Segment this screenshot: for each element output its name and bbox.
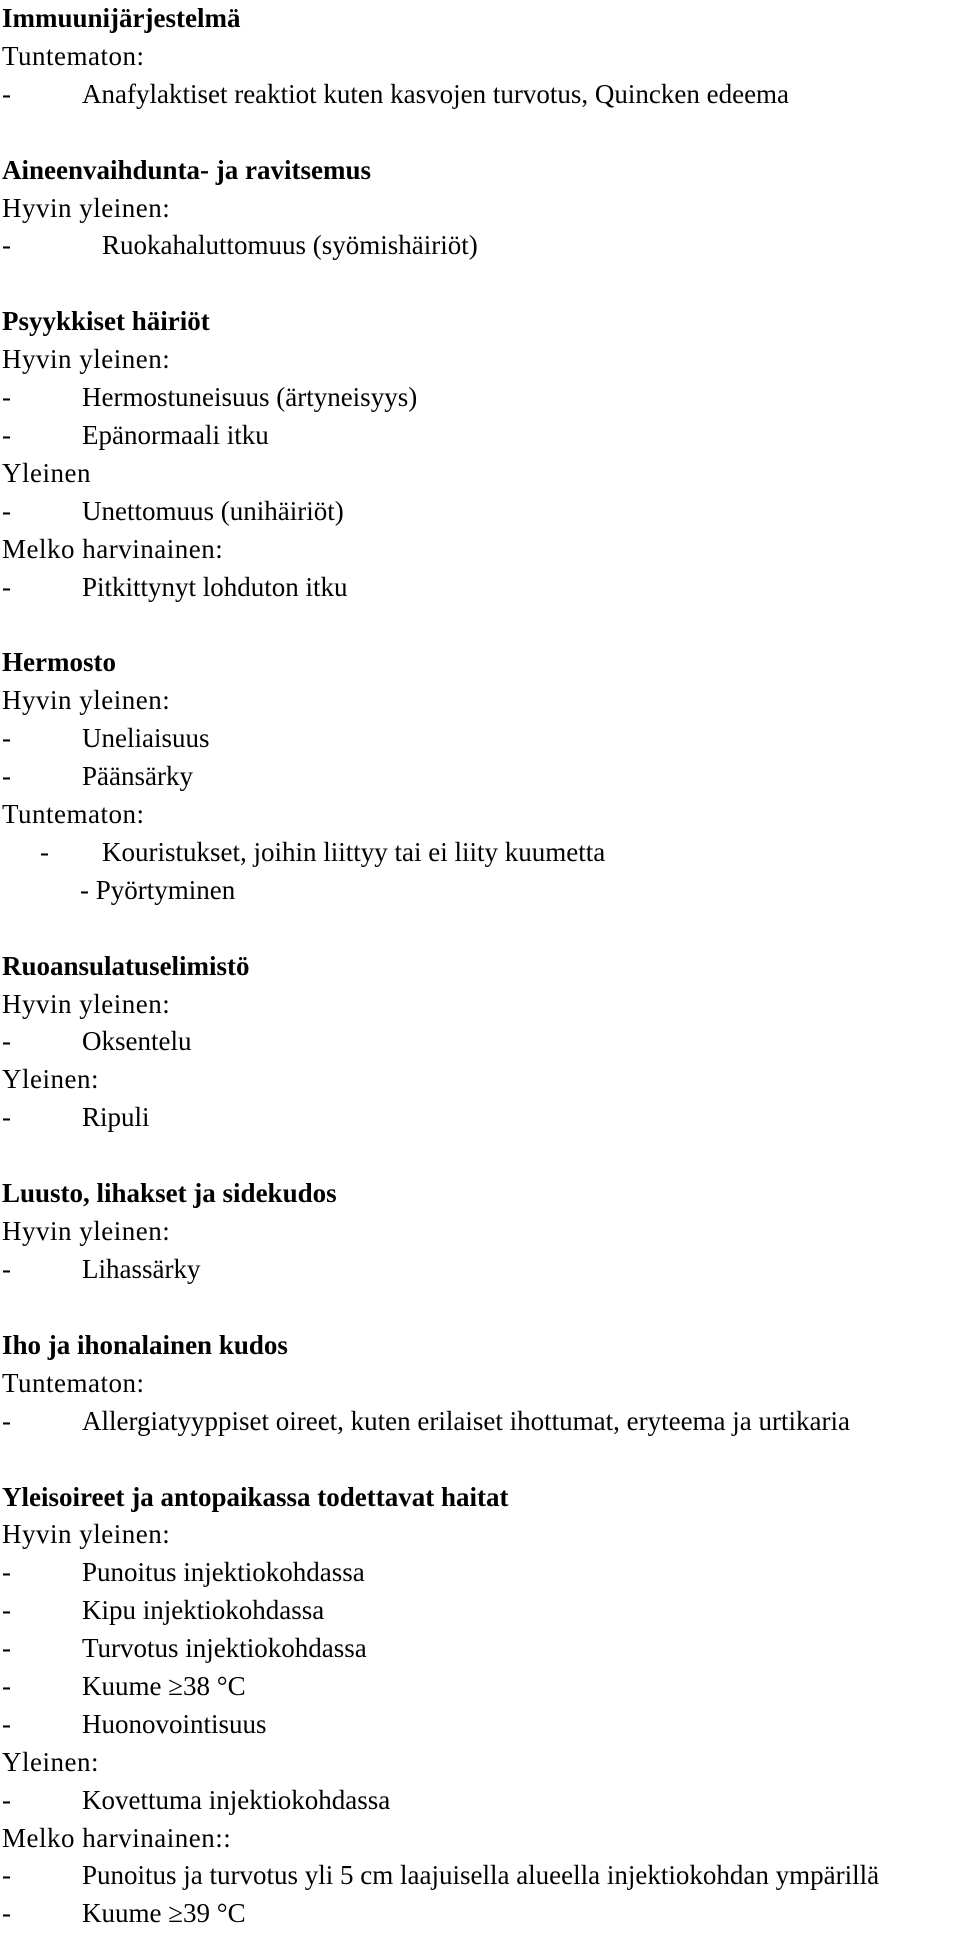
frequency-label: Tuntematon:: [2, 38, 958, 76]
section-heading: Yleisoireet ja antopaikassa todettavat haitat: [2, 1479, 958, 1517]
frequency-label: Melko harvinainen::: [2, 1820, 958, 1858]
list-item: - Pitkittynyt lohduton itku: [2, 569, 958, 607]
list-item: - Kuume ≥38 °C: [2, 1668, 958, 1706]
section-psychiatric: [2, 303, 958, 606]
frequency-label: Hyvin yleinen:: [2, 341, 958, 379]
section-nervous-system: [2, 644, 958, 909]
frequency-label: Tuntematon:: [2, 1365, 958, 1403]
section-heading: Hermosto: [2, 644, 958, 682]
list-item: - Huonovointisuus: [2, 1706, 958, 1744]
section-immune-system: [2, 0, 958, 114]
list-item: - Allergiatyyppiset oireet, kuten erilaiset ihottumat, eryteema ja urtikaria: [2, 1403, 958, 1441]
section-heading: Luusto, lihakset ja sidekudos: [2, 1175, 958, 1213]
section-heading: Aineenvaihdunta- ja ravitsemus: [2, 152, 958, 190]
list-item: - Punoitus injektiokohdassa: [2, 1554, 958, 1592]
section-heading: Iho ja ihonalainen kudos: [2, 1327, 958, 1365]
frequency-label: Hyvin yleinen:: [2, 682, 958, 720]
list-item-extra: - Pyörtyminen: [2, 872, 958, 910]
list-item: - Turvotus injektiokohdassa: [2, 1630, 958, 1668]
frequency-label: Melko harvinainen:: [2, 531, 958, 569]
frequency-label: Yleinen:: [2, 1061, 958, 1099]
list-item: - Kuume ≥39 °C: [2, 1895, 958, 1933]
list-item: - Kouristukset, joihin liittyy tai ei liity kuumetta: [2, 834, 958, 872]
section-heading: Ruoansulatuselimistö: [2, 948, 958, 986]
list-item: - Kipu injektiokohdassa: [2, 1592, 958, 1630]
list-item: - Hermostuneisuus (ärtyneisyys): [2, 379, 958, 417]
list-item: - Kovettuma injektiokohdassa: [2, 1782, 958, 1820]
list-item: - Anafylaktiset reaktiot kuten kasvojen turvotus, Quincken edeema: [2, 76, 958, 114]
list-item: - Epänormaali itku: [2, 417, 958, 455]
frequency-label: Yleinen: [2, 455, 958, 493]
section-heading: Psyykkiset häiriöt: [2, 303, 958, 341]
frequency-label: Hyvin yleinen:: [2, 986, 958, 1024]
list-item: - Lihassärky: [2, 1251, 958, 1289]
frequency-label: Hyvin yleinen:: [2, 1213, 958, 1251]
list-item: - Punoitus ja turvotus yli 5 cm laajuisella alueella injektiokohdan ympärillä: [2, 1857, 958, 1895]
list-item: - Ripuli: [2, 1099, 958, 1137]
list-item: - Ruokahaluttomuus (syömishäiriöt): [2, 227, 958, 265]
section-skin: [2, 1327, 958, 1441]
list-item: - Päänsärky: [2, 758, 958, 796]
section-gastrointestinal: [2, 948, 958, 1137]
section-heading: Immuunijärjestelmä: [2, 0, 958, 38]
section-general-disorders: [2, 1479, 958, 1933]
list-item: - Oksentelu: [2, 1023, 958, 1061]
frequency-label: Tuntematon:: [2, 796, 958, 834]
list-item: - Uneliaisuus: [2, 720, 958, 758]
frequency-label: Hyvin yleinen:: [2, 190, 958, 228]
section-metabolism: [2, 152, 958, 266]
frequency-label: Yleinen:: [2, 1744, 958, 1782]
adverse-effects-document: [2, 0, 958, 1933]
section-musculoskeletal: [2, 1175, 958, 1289]
list-item: - Unettomuus (unihäiriöt): [2, 493, 958, 531]
frequency-label: Hyvin yleinen:: [2, 1516, 958, 1554]
